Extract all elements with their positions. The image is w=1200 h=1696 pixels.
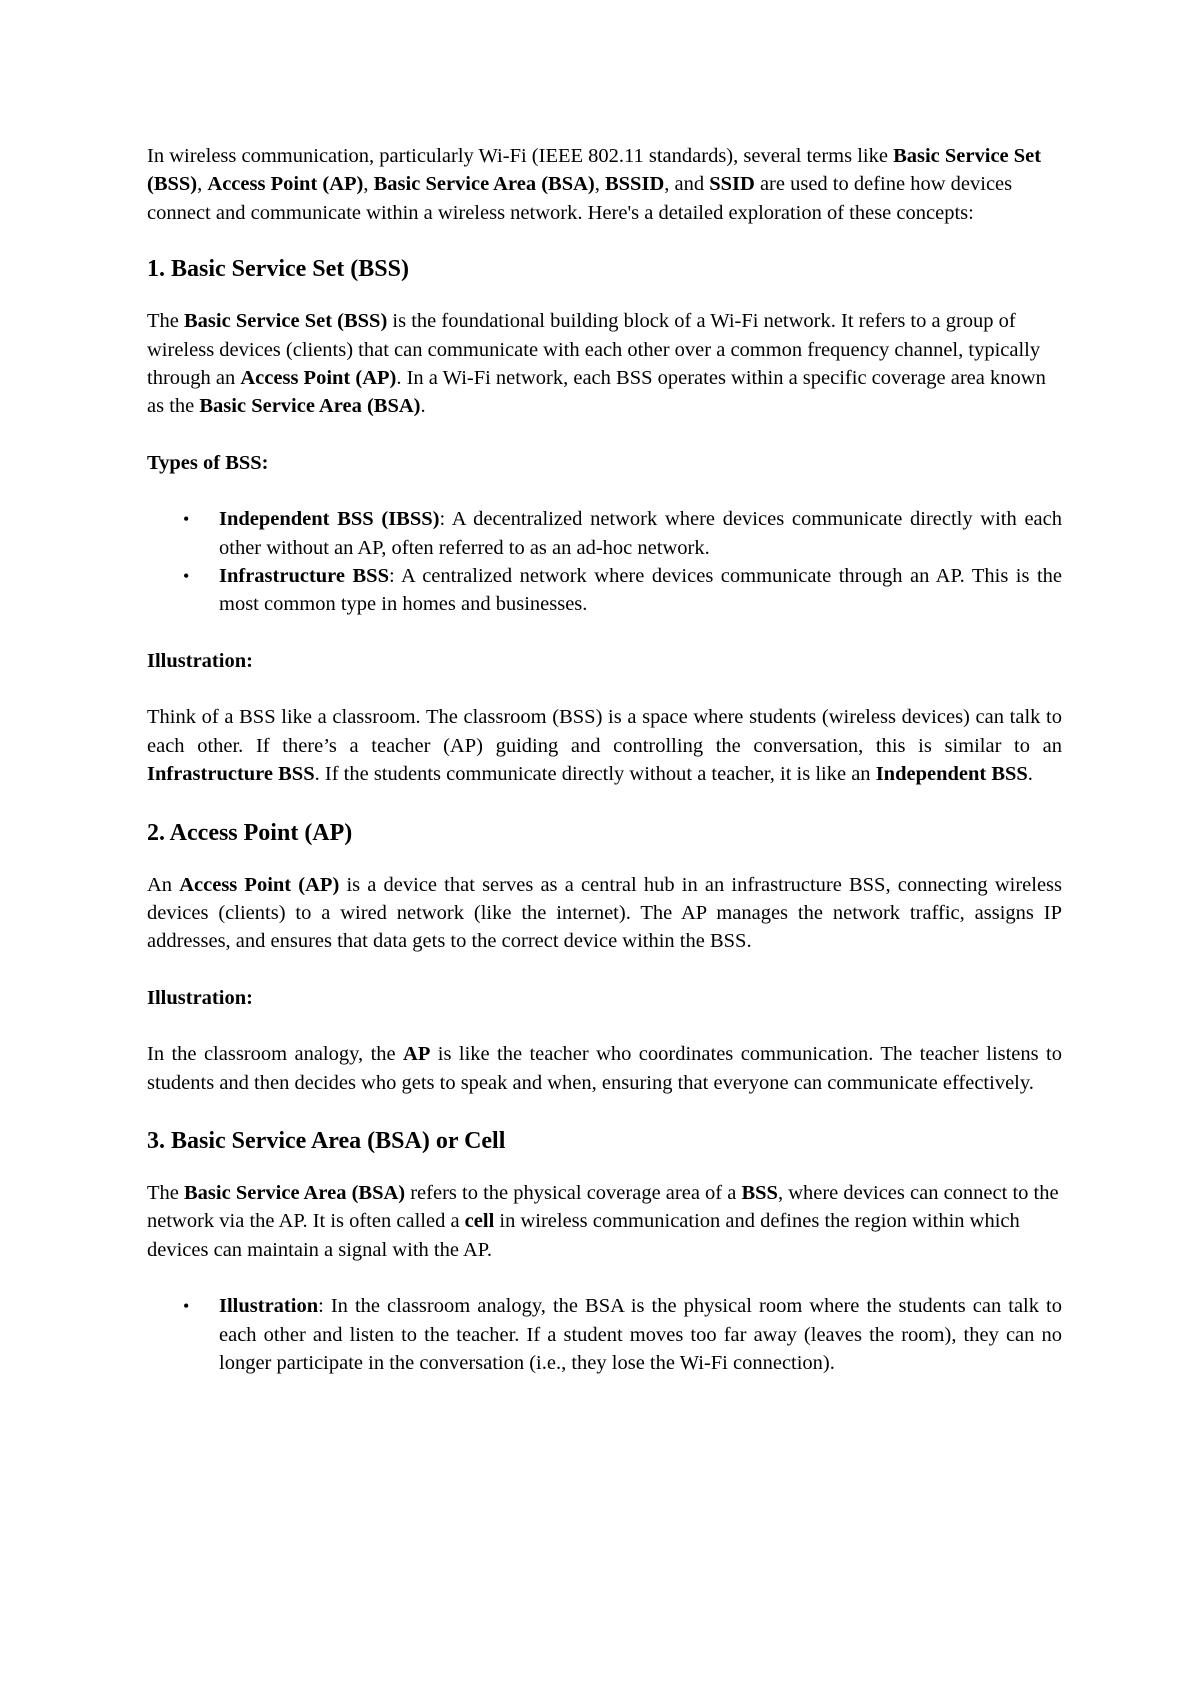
list-item-text: : A centralized network where devices communicate through an AP. This is the most common type in homes and businesses.: [219, 565, 1062, 616]
illustration-text: In the classroom analogy, the: [147, 1043, 404, 1066]
intro-term-bsa: Basic Service Area (BSA): [373, 173, 595, 196]
illustration-text: is like the teacher who coordinates communication. The teacher listens to students and then decides who gets to speak and when, ensuring that everyone can communicate effectively.: [147, 1043, 1062, 1094]
list-item: [147, 1292, 1062, 1377]
ap-term: Access Point (AP): [179, 873, 340, 896]
section-heading-bsa: 3. Basic Service Area (BSA) or Cell: [147, 1127, 506, 1154]
bss-illustration-paragraph: [147, 703, 1062, 788]
list-item: [147, 505, 1062, 562]
illustration-heading: Illustration:: [147, 986, 253, 1009]
bss-text: The: [147, 310, 184, 333]
illustration-term: AP: [403, 1043, 431, 1066]
bss-term: Access Point (AP): [240, 367, 397, 390]
ap-illustration-paragraph: [147, 1040, 1062, 1097]
intro-text: are used to define how devices connect and communicate within a wireless network. Here's a detailed exploration of these concepts:: [147, 173, 1013, 224]
bsa-paragraph: [147, 1179, 1062, 1264]
bsa-text: in wireless communication and defines the region within which devices can maintain a signal with the AP.: [147, 1210, 1020, 1261]
intro-term-bss: Basic Service Set (BSS): [147, 145, 1042, 196]
list-item-term: Infrastructure BSS: [219, 565, 389, 588]
bsa-list: [147, 1292, 1062, 1377]
bullet-icon: •: [183, 1296, 190, 1317]
bss-term: Basic Service Set (BSS): [184, 310, 388, 333]
bsa-text: , where devices can connect to the network via the AP. It is often called a: [147, 1181, 1059, 1233]
intro-term-bssid: BSSID: [604, 173, 665, 196]
bsa-term: Basic Service Area (BSA): [184, 1181, 406, 1204]
bss-types-list: [147, 505, 1062, 619]
bss-paragraph: [147, 307, 1062, 421]
bullet-icon: •: [183, 566, 190, 587]
bsa-term: cell: [464, 1210, 495, 1233]
intro-text: ,: [594, 173, 605, 196]
list-item-text: : In the classroom analogy, the BSA is the physical room where the students can talk to each other and listen to the teacher. If a student moves too far away (leaves the room), they can no longer participate in the conversation (i.e., they lose the Wi-Fi connection).: [219, 1295, 1062, 1374]
illustration-text: Think of a BSS like a classroom. The classroom (BSS) is a space where students (wireless devices) can talk to each other. If there’s a teacher (AP) guiding and controlling the conversation, this is similar to an: [147, 706, 1062, 757]
intro-term-ssid: SSID: [709, 173, 755, 196]
bss-term: Basic Service Area (BSA): [199, 395, 421, 418]
bsa-term: BSS: [741, 1181, 778, 1204]
list-item-term: Illustration: [219, 1295, 319, 1318]
bsa-text: The: [147, 1181, 184, 1204]
bss-text: .: [420, 395, 426, 418]
illustration-text: . If the students communicate directly without a teacher, it is like an: [314, 763, 876, 786]
intro-text: ,: [197, 173, 208, 196]
bss-text: . In a Wi-Fi network, each BSS operates within a specific coverage area known as the: [147, 367, 1046, 418]
list-item-term: Independent BSS (IBSS): [219, 508, 440, 531]
section-heading-ap: 2. Access Point (AP): [147, 819, 353, 846]
intro-paragraph: [147, 142, 1062, 227]
intro-term-ap: Access Point (AP): [207, 173, 364, 196]
intro-text: ,: [363, 173, 374, 196]
ap-text: An: [147, 873, 180, 896]
section-heading-bss: 1. Basic Service Set (BSS): [147, 256, 409, 283]
illustration-term: Independent BSS: [875, 763, 1028, 786]
list-item: [147, 562, 1062, 619]
document-page: [147, 142, 1062, 1405]
intro-text: In wireless communication, particularly Wi-Fi (IEEE 802.11 standards), several terms like: [147, 145, 894, 167]
ap-paragraph: [147, 871, 1062, 956]
types-of-bss-heading: Types of BSS:: [147, 451, 269, 474]
bsa-text: refers to the physical coverage area of a: [405, 1181, 742, 1204]
intro-text: , and: [664, 173, 710, 196]
ap-text: is a device that serves as a central hub in an infrastructure BSS, connecting wireless devices (clients) to a wired network (like the internet). The AP manages the network traffic, assigns IP addresses, and ensures that data gets to the correct device within the BSS.: [147, 873, 1063, 953]
bullet-icon: •: [183, 509, 190, 530]
illustration-text: .: [1027, 763, 1033, 786]
bss-text: is the foundational building block of a Wi-Fi network. It refers to a group of wireless devices (clients) that can communicate with each other over a common frequency channel, typically through an: [147, 310, 1041, 390]
illustration-heading: Illustration:: [147, 649, 253, 672]
list-item-text: : A decentralized network where devices communicate directly with each other without an AP, often referred to as an ad-hoc network.: [219, 508, 1062, 559]
illustration-term: Infrastructure BSS: [147, 763, 315, 786]
